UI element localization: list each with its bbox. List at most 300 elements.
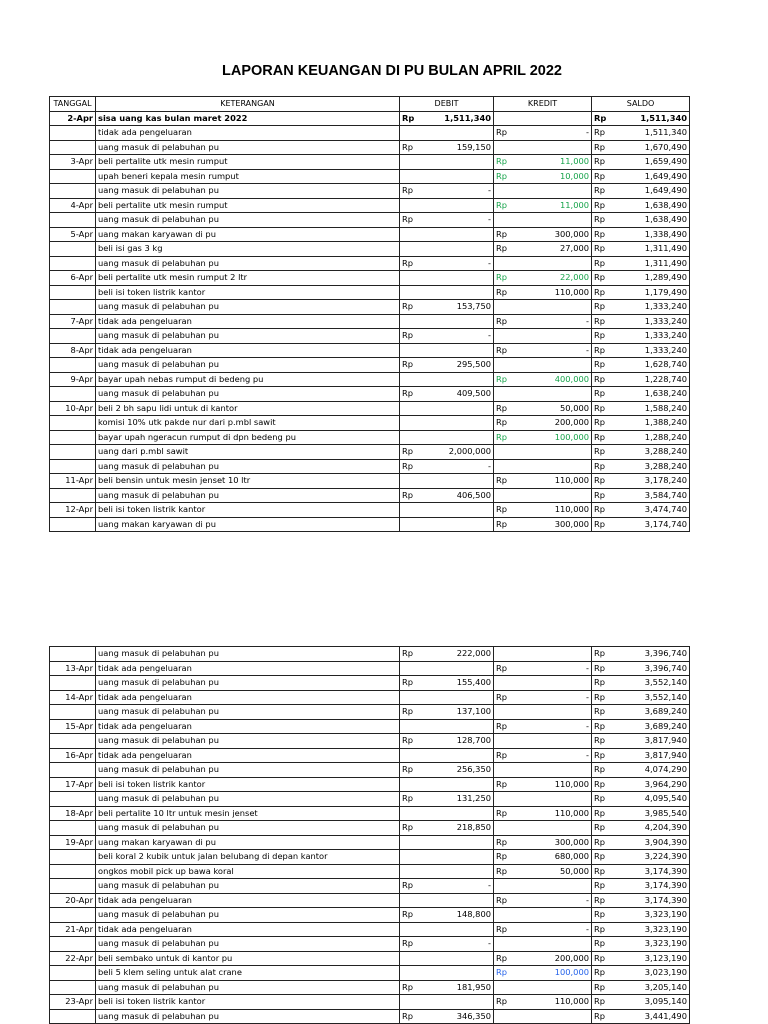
debit-currency: Rp <box>400 387 420 402</box>
description-cell: beli pertalite utk mesin rumput <box>96 198 400 213</box>
saldo-currency: Rp <box>592 213 612 228</box>
saldo-amount: 3,817,940 <box>612 748 690 763</box>
date-cell: 16-Apr <box>50 748 96 763</box>
description-cell: uang masuk di pelabuhan pu <box>96 879 400 894</box>
debit-currency: Rp <box>400 184 420 199</box>
saldo-currency: Rp <box>592 198 612 213</box>
description-cell: tidak ada pengeluaran <box>96 126 400 141</box>
saldo-amount: 3,323,190 <box>612 922 690 937</box>
debit-amount <box>420 893 494 908</box>
saldo-amount: 1,228,740 <box>612 372 690 387</box>
date-cell <box>50 416 96 431</box>
debit-amount: 181,950 <box>420 980 494 995</box>
saldo-currency: Rp <box>592 777 612 792</box>
kredit-currency: Rp <box>494 748 514 763</box>
table-row <box>50 777 690 792</box>
debit-amount: - <box>420 213 494 228</box>
description-cell: uang masuk di pelabuhan pu <box>96 256 400 271</box>
table-row <box>50 966 690 981</box>
debit-amount: 295,500 <box>420 358 494 373</box>
saldo-currency: Rp <box>592 734 612 749</box>
kredit-amount <box>514 300 592 315</box>
saldo-amount: 3,288,240 <box>612 459 690 474</box>
kredit-currency <box>494 445 514 460</box>
saldo-currency: Rp <box>592 474 612 489</box>
debit-amount: - <box>420 184 494 199</box>
table-row <box>50 271 690 286</box>
description-cell: beli isi gas 3 kg <box>96 242 400 257</box>
saldo-amount: 3,023,190 <box>612 966 690 981</box>
date-cell <box>50 908 96 923</box>
debit-amount: 222,000 <box>420 647 494 662</box>
debit-currency <box>400 850 420 865</box>
debit-amount <box>420 372 494 387</box>
debit-currency <box>400 430 420 445</box>
kredit-amount: 50,000 <box>514 401 592 416</box>
description-cell: tidak ada pengeluaran <box>96 661 400 676</box>
description-cell: bayar upah ngeracun rumput di dpn bedeng pu <box>96 430 400 445</box>
table-row <box>50 126 690 141</box>
description-cell: beli sembako untuk di kantor pu <box>96 951 400 966</box>
date-cell <box>50 980 96 995</box>
date-cell: 23-Apr <box>50 995 96 1010</box>
date-cell: 9-Apr <box>50 372 96 387</box>
saldo-amount: 1,311,490 <box>612 242 690 257</box>
debit-currency <box>400 242 420 257</box>
saldo-amount: 3,178,240 <box>612 474 690 489</box>
kredit-amount <box>514 937 592 952</box>
debit-amount: 155,400 <box>420 676 494 691</box>
saldo-currency: Rp <box>592 980 612 995</box>
kredit-amount <box>514 676 592 691</box>
saldo-currency: Rp <box>592 922 612 937</box>
debit-amount <box>420 416 494 431</box>
saldo-currency: Rp <box>592 748 612 763</box>
kredit-currency <box>494 1009 514 1024</box>
kredit-currency <box>494 792 514 807</box>
debit-amount <box>420 474 494 489</box>
kredit-amount <box>514 111 592 126</box>
saldo-amount: 1,333,240 <box>612 314 690 329</box>
debit-currency: Rp <box>400 647 420 662</box>
description-cell: tidak ada pengeluaran <box>96 690 400 705</box>
date-cell <box>50 864 96 879</box>
table-row <box>50 155 690 170</box>
description-cell: beli bensin untuk mesin jenset 10 ltr <box>96 474 400 489</box>
kredit-amount: - <box>514 719 592 734</box>
description-cell: uang masuk di pelabuhan pu <box>96 908 400 923</box>
kredit-currency: Rp <box>494 155 514 170</box>
kredit-amount: 27,000 <box>514 242 592 257</box>
debit-currency <box>400 503 420 518</box>
debit-amount: 2,000,000 <box>420 445 494 460</box>
table-row <box>50 748 690 763</box>
saldo-amount: 1,670,490 <box>612 140 690 155</box>
description-cell: uang masuk di pelabuhan pu <box>96 734 400 749</box>
kredit-currency: Rp <box>494 343 514 358</box>
kredit-amount: 200,000 <box>514 951 592 966</box>
kredit-amount <box>514 213 592 228</box>
kredit-currency <box>494 358 514 373</box>
saldo-currency: Rp <box>592 111 612 126</box>
debit-amount: 128,700 <box>420 734 494 749</box>
kredit-currency: Rp <box>494 285 514 300</box>
table-row <box>50 661 690 676</box>
saldo-currency: Rp <box>592 995 612 1010</box>
date-cell <box>50 517 96 532</box>
kredit-currency <box>494 676 514 691</box>
debit-amount: - <box>420 256 494 271</box>
debit-amount <box>420 126 494 141</box>
debit-amount <box>420 748 494 763</box>
kredit-currency <box>494 387 514 402</box>
saldo-amount: 3,174,390 <box>612 879 690 894</box>
table-row <box>50 503 690 518</box>
debit-currency: Rp <box>400 488 420 503</box>
debit-currency: Rp <box>400 676 420 691</box>
debit-currency <box>400 777 420 792</box>
description-cell: bayar upah nebas rumput di bedeng pu <box>96 372 400 387</box>
debit-amount: 346,350 <box>420 1009 494 1024</box>
description-cell: tidak ada pengeluaran <box>96 893 400 908</box>
saldo-currency: Rp <box>592 227 612 242</box>
kredit-amount: 110,000 <box>514 285 592 300</box>
debit-amount <box>420 777 494 792</box>
table-row <box>50 416 690 431</box>
table-row <box>50 806 690 821</box>
kredit-amount: 100,000 <box>514 430 592 445</box>
date-cell <box>50 1009 96 1024</box>
debit-currency: Rp <box>400 1009 420 1024</box>
description-cell: uang masuk di pelabuhan pu <box>96 488 400 503</box>
date-cell <box>50 329 96 344</box>
date-cell <box>50 358 96 373</box>
debit-amount: 409,500 <box>420 387 494 402</box>
debit-currency: Rp <box>400 879 420 894</box>
debit-currency: Rp <box>400 937 420 952</box>
kredit-amount: 100,000 <box>514 966 592 981</box>
table-row <box>50 734 690 749</box>
date-cell <box>50 184 96 199</box>
saldo-amount: 1,511,340 <box>612 111 690 126</box>
saldo-currency: Rp <box>592 358 612 373</box>
table-row <box>50 821 690 836</box>
saldo-currency: Rp <box>592 126 612 141</box>
saldo-amount: 3,904,390 <box>612 835 690 850</box>
saldo-currency: Rp <box>592 676 612 691</box>
kredit-amount <box>514 256 592 271</box>
date-cell <box>50 676 96 691</box>
saldo-currency: Rp <box>592 690 612 705</box>
saldo-currency: Rp <box>592 966 612 981</box>
kredit-amount <box>514 329 592 344</box>
saldo-amount: 1,588,240 <box>612 401 690 416</box>
description-cell: tidak ada pengeluaran <box>96 314 400 329</box>
debit-amount: 131,250 <box>420 792 494 807</box>
debit-currency <box>400 922 420 937</box>
kredit-currency <box>494 879 514 894</box>
debit-currency <box>400 951 420 966</box>
saldo-currency: Rp <box>592 416 612 431</box>
saldo-amount: 3,396,740 <box>612 661 690 676</box>
debit-amount: 148,800 <box>420 908 494 923</box>
table-row <box>50 908 690 923</box>
kredit-amount <box>514 488 592 503</box>
debit-currency <box>400 806 420 821</box>
saldo-currency: Rp <box>592 503 612 518</box>
date-cell <box>50 387 96 402</box>
date-cell <box>50 169 96 184</box>
debit-amount <box>420 850 494 865</box>
debit-currency <box>400 517 420 532</box>
table-row <box>50 763 690 778</box>
description-cell: uang masuk di pelabuhan pu <box>96 1009 400 1024</box>
saldo-amount: 1,288,240 <box>612 430 690 445</box>
saldo-amount: 1,333,240 <box>612 329 690 344</box>
debit-amount <box>420 690 494 705</box>
kredit-currency: Rp <box>494 126 514 141</box>
kredit-currency <box>494 459 514 474</box>
header-row <box>50 97 690 112</box>
saldo-amount: 4,095,540 <box>612 792 690 807</box>
debit-currency <box>400 893 420 908</box>
debit-amount: - <box>420 879 494 894</box>
table-row <box>50 951 690 966</box>
kredit-currency: Rp <box>494 372 514 387</box>
table-row <box>50 227 690 242</box>
saldo-currency: Rp <box>592 893 612 908</box>
header-saldo: SALDO <box>592 97 690 112</box>
saldo-currency: Rp <box>592 256 612 271</box>
kredit-amount: 110,000 <box>514 503 592 518</box>
debit-amount <box>420 430 494 445</box>
saldo-amount: 1,649,490 <box>612 184 690 199</box>
debit-amount <box>420 285 494 300</box>
description-cell: beli isi token listrik kantor <box>96 777 400 792</box>
kredit-amount: - <box>514 922 592 937</box>
date-cell: 10-Apr <box>50 401 96 416</box>
table-row <box>50 314 690 329</box>
description-cell: uang masuk di pelabuhan pu <box>96 358 400 373</box>
table-row <box>50 169 690 184</box>
kredit-amount <box>514 734 592 749</box>
saldo-amount: 3,095,140 <box>612 995 690 1010</box>
description-cell: uang dari p.mbl sawit <box>96 445 400 460</box>
debit-currency <box>400 314 420 329</box>
date-cell: 6-Apr <box>50 271 96 286</box>
saldo-amount: 1,638,240 <box>612 387 690 402</box>
debit-currency <box>400 966 420 981</box>
date-cell: 21-Apr <box>50 922 96 937</box>
debit-currency: Rp <box>400 300 420 315</box>
kredit-currency: Rp <box>494 416 514 431</box>
header-kredit: KREDIT <box>494 97 592 112</box>
saldo-amount: 3,224,390 <box>612 850 690 865</box>
debit-currency: Rp <box>400 445 420 460</box>
kredit-currency <box>494 300 514 315</box>
header-keterangan: KETERANGAN <box>96 97 400 112</box>
saldo-amount: 1,511,340 <box>612 126 690 141</box>
kredit-currency: Rp <box>494 690 514 705</box>
saldo-amount: 3,396,740 <box>612 647 690 662</box>
table-row <box>50 213 690 228</box>
date-cell: 22-Apr <box>50 951 96 966</box>
table-row <box>50 140 690 155</box>
debit-currency <box>400 343 420 358</box>
debit-amount: 256,350 <box>420 763 494 778</box>
description-cell: uang masuk di pelabuhan pu <box>96 980 400 995</box>
description-cell: komisi 10% utk pakde nur dari p.mbl sawit <box>96 416 400 431</box>
date-cell: 20-Apr <box>50 893 96 908</box>
debit-currency <box>400 690 420 705</box>
debit-amount <box>420 227 494 242</box>
date-cell <box>50 821 96 836</box>
description-cell: uang masuk di pelabuhan pu <box>96 459 400 474</box>
saldo-currency: Rp <box>592 517 612 532</box>
kredit-amount <box>514 980 592 995</box>
saldo-currency: Rp <box>592 343 612 358</box>
kredit-amount: 680,000 <box>514 850 592 865</box>
saldo-currency: Rp <box>592 879 612 894</box>
description-cell: uang makan karyawan di pu <box>96 227 400 242</box>
description-cell: uang masuk di pelabuhan pu <box>96 792 400 807</box>
kredit-currency: Rp <box>494 850 514 865</box>
saldo-currency: Rp <box>592 372 612 387</box>
table-row <box>50 285 690 300</box>
kredit-amount: 50,000 <box>514 864 592 879</box>
kredit-amount <box>514 705 592 720</box>
date-cell: 7-Apr <box>50 314 96 329</box>
saldo-amount: 1,388,240 <box>612 416 690 431</box>
kredit-amount: 11,000 <box>514 198 592 213</box>
table-row <box>50 705 690 720</box>
debit-currency <box>400 748 420 763</box>
kredit-currency: Rp <box>494 661 514 676</box>
saldo-currency: Rp <box>592 285 612 300</box>
debit-amount: 159,150 <box>420 140 494 155</box>
debit-amount <box>420 242 494 257</box>
debit-amount <box>420 503 494 518</box>
saldo-amount: 3,689,240 <box>612 719 690 734</box>
header-tanggal: TANGGAL <box>50 97 96 112</box>
date-cell: 15-Apr <box>50 719 96 734</box>
date-cell <box>50 140 96 155</box>
saldo-currency: Rp <box>592 937 612 952</box>
debit-currency <box>400 401 420 416</box>
description-cell: tidak ada pengeluaran <box>96 748 400 763</box>
date-cell <box>50 256 96 271</box>
kredit-amount: - <box>514 690 592 705</box>
saldo-amount: 1,659,490 <box>612 155 690 170</box>
kredit-amount <box>514 358 592 373</box>
debit-currency: Rp <box>400 256 420 271</box>
kredit-currency: Rp <box>494 864 514 879</box>
debit-amount: 1,511,340 <box>420 111 494 126</box>
saldo-amount: 1,333,240 <box>612 300 690 315</box>
table-row <box>50 300 690 315</box>
description-cell: sisa uang kas bulan maret 2022 <box>96 111 400 126</box>
saldo-currency: Rp <box>592 300 612 315</box>
table-row <box>50 430 690 445</box>
description-cell: uang masuk di pelabuhan pu <box>96 647 400 662</box>
description-cell: uang masuk di pelabuhan pu <box>96 705 400 720</box>
table-row <box>50 459 690 474</box>
date-cell: 12-Apr <box>50 503 96 518</box>
saldo-currency: Rp <box>592 1009 612 1024</box>
table-row <box>50 676 690 691</box>
saldo-amount: 4,074,290 <box>612 763 690 778</box>
debit-currency: Rp <box>400 111 420 126</box>
kredit-currency: Rp <box>494 893 514 908</box>
debit-amount <box>420 966 494 981</box>
kredit-amount <box>514 459 592 474</box>
debit-currency <box>400 271 420 286</box>
debit-currency <box>400 126 420 141</box>
debit-currency: Rp <box>400 792 420 807</box>
debit-currency <box>400 719 420 734</box>
kredit-amount: 110,000 <box>514 777 592 792</box>
ledger-body-1 <box>50 111 690 532</box>
debit-amount <box>420 198 494 213</box>
date-cell <box>50 763 96 778</box>
date-cell: 3-Apr <box>50 155 96 170</box>
kredit-amount: 300,000 <box>514 227 592 242</box>
debit-amount: 137,100 <box>420 705 494 720</box>
kredit-currency <box>494 647 514 662</box>
kredit-amount: 200,000 <box>514 416 592 431</box>
debit-amount: - <box>420 459 494 474</box>
kredit-amount <box>514 763 592 778</box>
kredit-amount: - <box>514 314 592 329</box>
kredit-amount <box>514 1009 592 1024</box>
debit-currency <box>400 661 420 676</box>
debit-currency <box>400 169 420 184</box>
description-cell: uang makan karyawan di pu <box>96 835 400 850</box>
debit-currency: Rp <box>400 329 420 344</box>
debit-currency <box>400 285 420 300</box>
saldo-amount: 1,638,490 <box>612 198 690 213</box>
debit-currency <box>400 372 420 387</box>
kredit-amount: - <box>514 126 592 141</box>
table-row <box>50 995 690 1010</box>
date-cell <box>50 734 96 749</box>
table-row <box>50 517 690 532</box>
table-row <box>50 256 690 271</box>
saldo-amount: 4,204,390 <box>612 821 690 836</box>
date-cell <box>50 300 96 315</box>
kredit-amount: 400,000 <box>514 372 592 387</box>
table-row <box>50 488 690 503</box>
date-cell <box>50 879 96 894</box>
debit-currency <box>400 835 420 850</box>
description-cell: ongkos mobil pick up bawa koral <box>96 864 400 879</box>
kredit-currency <box>494 213 514 228</box>
debit-amount <box>420 995 494 1010</box>
debit-amount <box>420 835 494 850</box>
table-row <box>50 372 690 387</box>
debit-currency: Rp <box>400 908 420 923</box>
kredit-amount <box>514 184 592 199</box>
saldo-amount: 3,123,190 <box>612 951 690 966</box>
date-cell: 8-Apr <box>50 343 96 358</box>
kredit-currency: Rp <box>494 474 514 489</box>
saldo-currency: Rp <box>592 951 612 966</box>
kredit-currency <box>494 763 514 778</box>
saldo-amount: 1,649,490 <box>612 169 690 184</box>
debit-currency: Rp <box>400 980 420 995</box>
saldo-amount: 1,628,740 <box>612 358 690 373</box>
table-row <box>50 980 690 995</box>
